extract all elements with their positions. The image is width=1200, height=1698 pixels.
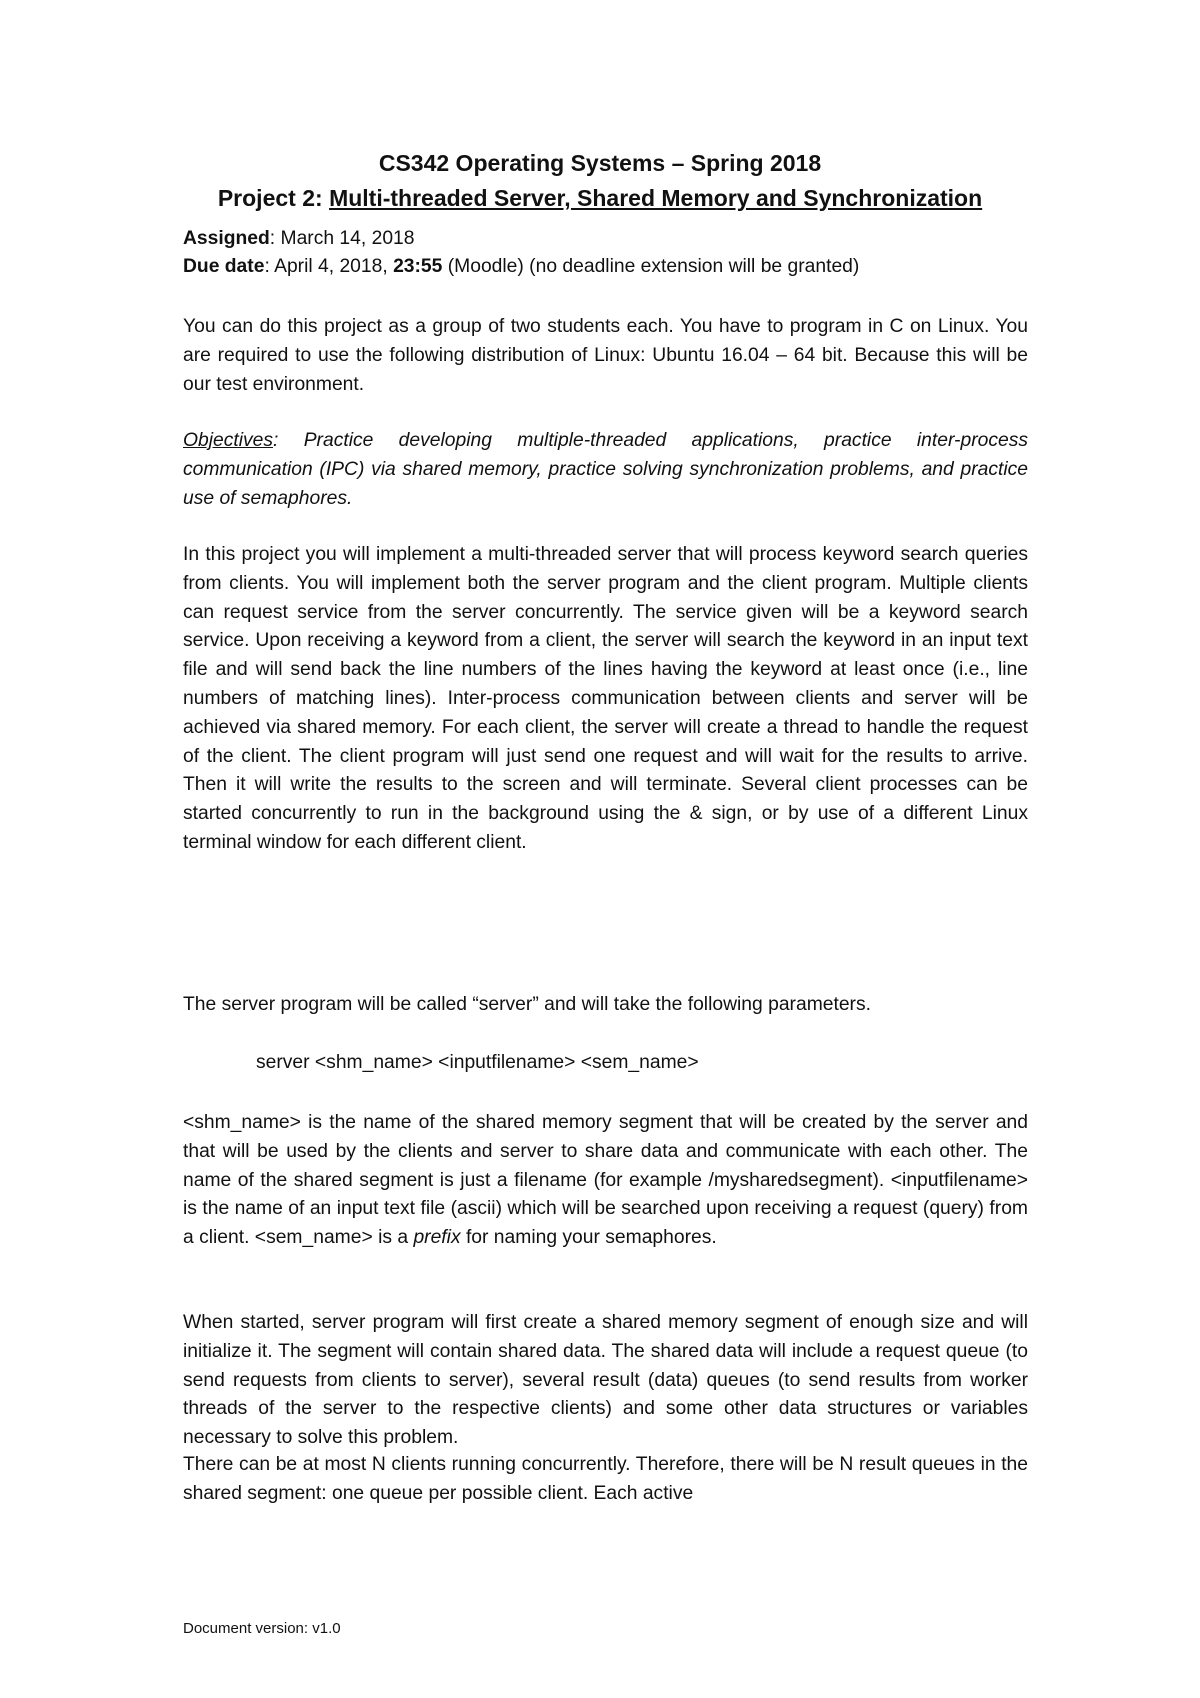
project-title-text: Multi-threaded Server, Shared Memory and Synchronization (329, 185, 983, 211)
project-title (0, 185, 1200, 212)
due-label: Due date (183, 256, 265, 277)
due-time: 23:55 (393, 256, 443, 277)
clients-paragraph: There can be at most N clients running concurrently. Therefore, there will be N result queues in the shared segment: one queue per possible client. Each active (183, 1454, 1028, 1504)
server-intro: The server program will be called “server” and will take the following parameters. (183, 994, 871, 1015)
params-paragraph (183, 1109, 1028, 1253)
objectives-label: Objectives (183, 430, 274, 451)
due-value-2: (Moodle) (no deadline extension will be granted) (442, 256, 860, 277)
server-command: server <shm_name> <inputfilename> <sem_name> (256, 1052, 699, 1073)
due-value-1: : April 4, 2018, (264, 256, 394, 277)
document-version: Document version: v1.0 (183, 1620, 341, 1637)
objectives-paragraph (183, 427, 1028, 513)
intro-paragraph: You can do this project as a group of two students each. You have to program in C on Linux. You are required to use the following distribution of Linux: Ubuntu 16.04 – 64 bit. Because this will be our test environment. (183, 316, 1028, 395)
assigned-line (183, 228, 415, 250)
params-tail: for naming your semaphores. (460, 1227, 717, 1249)
project-paragraph: In this project you will implement a multi-threaded server that will process keyword search queries from clients. You will implement both the server program and the client program. Multiple clients can request service from the server concurrently. The service given will be a keyword search service. Upon receiving a keyword from a client, the server will search the keyword in an input text file and will send back the line numbers of the lines having the keyword at least once (i.e., line numbers of matching lines). Inter-process communication between clients and server will be achieved via shared memory. For each client, the server will create a thread to handle the request of the client. The client program will just send one request and will wait for the results to arrive. Then it will write the results to the screen and will terminate. Several client processes can be started concurrently to run in the background using the & sign, or by use of a different Linux terminal window for each different client. (183, 544, 1028, 853)
params-text: <shm_name> is the name of the shared memory segment that will be created by the server and that will be used by the clients and server to share data and communicate with each other. The name of the shared segment is just a filename (for example /mysharedsegment). <inputfilename> is the name of an input text file (ascii) which will be searched upon receiving a request (query) from a client. <sem_name> is a (183, 1112, 1028, 1249)
started-paragraph: When started, server program will first create a shared memory segment of enough size and will initialize it. The segment will contain shared data. The shared data will include a request queue (to send requests from clients to server), several result (data) queues (to send results from worker threads of the server to the respective clients) and some other data structures or variables necessary to solve this problem. (183, 1312, 1028, 1449)
assigned-label: Assigned (183, 228, 270, 249)
assigned-value: : March 14, 2018 (269, 228, 415, 249)
due-line (183, 256, 859, 278)
project-prefix: Project 2: (217, 185, 330, 211)
course-title: CS342 Operating Systems – Spring 2018 (378, 150, 822, 176)
objectives-text: : Practice developing multiple-threaded applications, practice inter-process communication (IPC) via shared memory, practice solving synchronization problems, and practice use of semaphores. (183, 430, 1028, 509)
prefix-word: prefix (413, 1227, 461, 1249)
